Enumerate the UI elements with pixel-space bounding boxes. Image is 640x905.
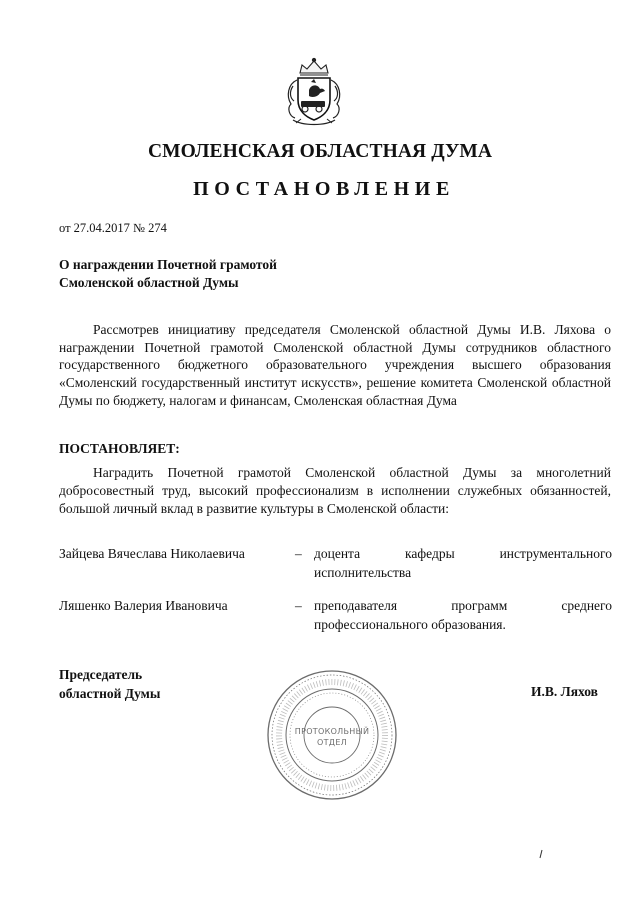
document-subject (59, 256, 277, 292)
subject-line-2: Смоленской областной Думы (59, 275, 239, 290)
document-date-number: от 27.04.2017 № 274 (59, 221, 167, 235)
decision-paragraph: Наградить Почетной грамотой Смоленской областной Думы за многолетний добросовестный труд, высокий профессионализм в исполнении служебных обязанностей, большой личный вклад в развитие культуры в Смоленской области: (59, 465, 611, 516)
round-seal-icon (265, 668, 399, 802)
smolensk-coat-of-arms-icon (283, 56, 345, 128)
seal-center-line-1: ПРОТОКОЛЬНЫЙ (294, 727, 370, 736)
signer-name: И.В. Ляхов (531, 684, 598, 699)
awardee-dash: – (295, 598, 302, 613)
awardee-name: Зайцева Вячеслава Николаевича (59, 546, 245, 561)
position-word: инструментального (499, 546, 612, 561)
seal-center-text (265, 726, 399, 748)
subject-line-1: О награждении Почетной грамотой (59, 257, 277, 272)
seal-center-line-2: ОТДЕЛ (316, 738, 347, 747)
signer-title-line-1: Председатель (59, 667, 143, 682)
signer-title (59, 666, 160, 703)
awardee-position (314, 597, 612, 634)
position-line-2: исполнительства (314, 564, 412, 580)
document-type-title: ПОСТАНОВЛЕНИЕ (193, 178, 455, 200)
awardee-name: Ляшенко Валерия Ивановича (59, 598, 228, 613)
organization-title: СМОЛЕНСКАЯ ОБЛАСТНАЯ ДУМА (147, 141, 493, 162)
awardee-position (314, 545, 612, 582)
resolves-heading: ПОСТАНОВЛЯЕТ: (59, 441, 180, 456)
position-word: кафедры (405, 546, 455, 561)
signer-title-line-2: областной Думы (59, 685, 161, 701)
pen-mark-icon (538, 849, 544, 859)
position-word: программ (451, 598, 508, 613)
position-word: доцента (314, 546, 361, 561)
position-word: преподавателя (314, 598, 398, 613)
preamble-paragraph: Рассмотрев инициативу председателя Смоленской областной Думы И.В. Ляхова о награждении Почетной грамотой Смоленской областной Думы сотрудников областного государственного бюджетного образовательного учреждения высшего образования «Смоленский государственный институт искусств», решение комитета Смоленской областной Думы по бюджету, налогам и финансам, Смоленская областная Дума (59, 322, 611, 408)
position-line-2: профессионального образования. (314, 616, 506, 632)
position-word: среднего (561, 598, 612, 613)
awardee-dash: – (295, 546, 302, 561)
